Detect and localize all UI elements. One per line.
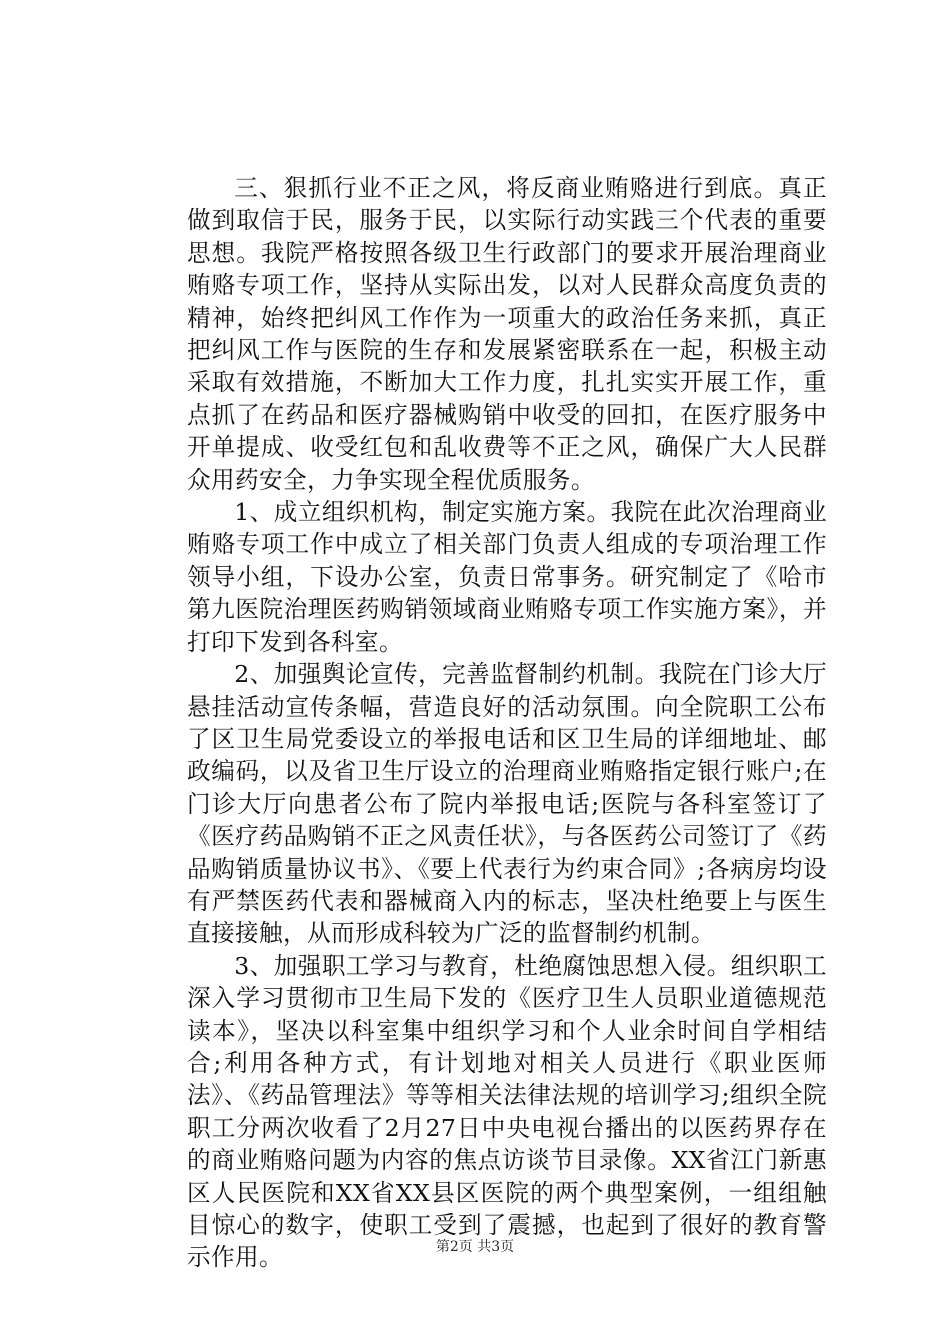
paragraph-section-three: 三、狠抓行业不正之风，将反商业贿赂进行到底。真正做到取信于民，服务于民，以实际行动实践三个代表的重要思想。我院严格按照各级卫生行政部门的要求开展治理商业贿赂专项工作，坚持从实际出发，以对人民群众高度负责的精神，始终把纠风工作作为一项重大的政治任务来抓，真正把纠风工作与医院的生存和发展紧密联系在一起，积极主动采取有效措施，不断加大工作力度，扎扎实实开展工作，重点抓了在药品和医疗器械购销中收受的回扣，在医疗服务中开单提成、收受红包和乱收费等不正之风，确保广大人民群众用药安全，力争实现全程优质服务。 <box>187 174 827 494</box>
document-body <box>187 172 827 1274</box>
paragraph-item-one: 1、成立组织机构，制定实施方案。我院在此次治理商业贿赂专项工作中成立了相关部门负责人组成的专项治理工作领导小组，下设办公室，负责日常事务。研究制定了《哈市第九医院治理医药购销领域商业贿赂专项工作实施方案》，并打印下发到各科室。 <box>187 498 827 656</box>
paragraph-item-three: 3、加强职工学习与教育，杜绝腐蚀思想入侵。组织职工深入学习贯彻市卫生局下发的《医疗卫生人员职业道德规范读本》，坚决以科室集中组织学习和个人业余时间自学相结合;利用各种方式，有计划地对相关人员进行《职业医师法》、《药品管理法》等等相关法律法规的培训学习;组织全院职工分两次收看了2月27日中央电视台播出的以医药界存在的商业贿赂问题为内容的焦点访谈节目录像。XX省江门新惠区人民医院和XX省XX县区医院的两个典型案例，一组组触目惊心的数字，使职工受到了震撼，也起到了很好的教育警示作用。 <box>187 951 827 1272</box>
page-number-footer: 第2页 共3页 <box>435 1239 515 1255</box>
paragraph-item-two: 2、加强舆论宣传，完善监督制约机制。我院在门诊大厅悬挂活动宣传条幅，营造良好的活动氛围。向全院职工公布了区卫生局党委设立的举报电话和区卫生局的详细地址、邮政编码，以及省卫生厅设立的治理商业贿赂指定银行账户;在门诊大厅向患者公布了院内举报电话;医院与各科室签订了《医疗药品购销不正之风责任状》，与各医药公司签订了《药品购销质量协议书》、《要上代表行为约束合同》;各病房均设有严禁医药代表和器械商入内的标志，坚决杜绝要上与医生直接接触，从而形成科较为广泛的监督制约机制。 <box>187 660 827 948</box>
